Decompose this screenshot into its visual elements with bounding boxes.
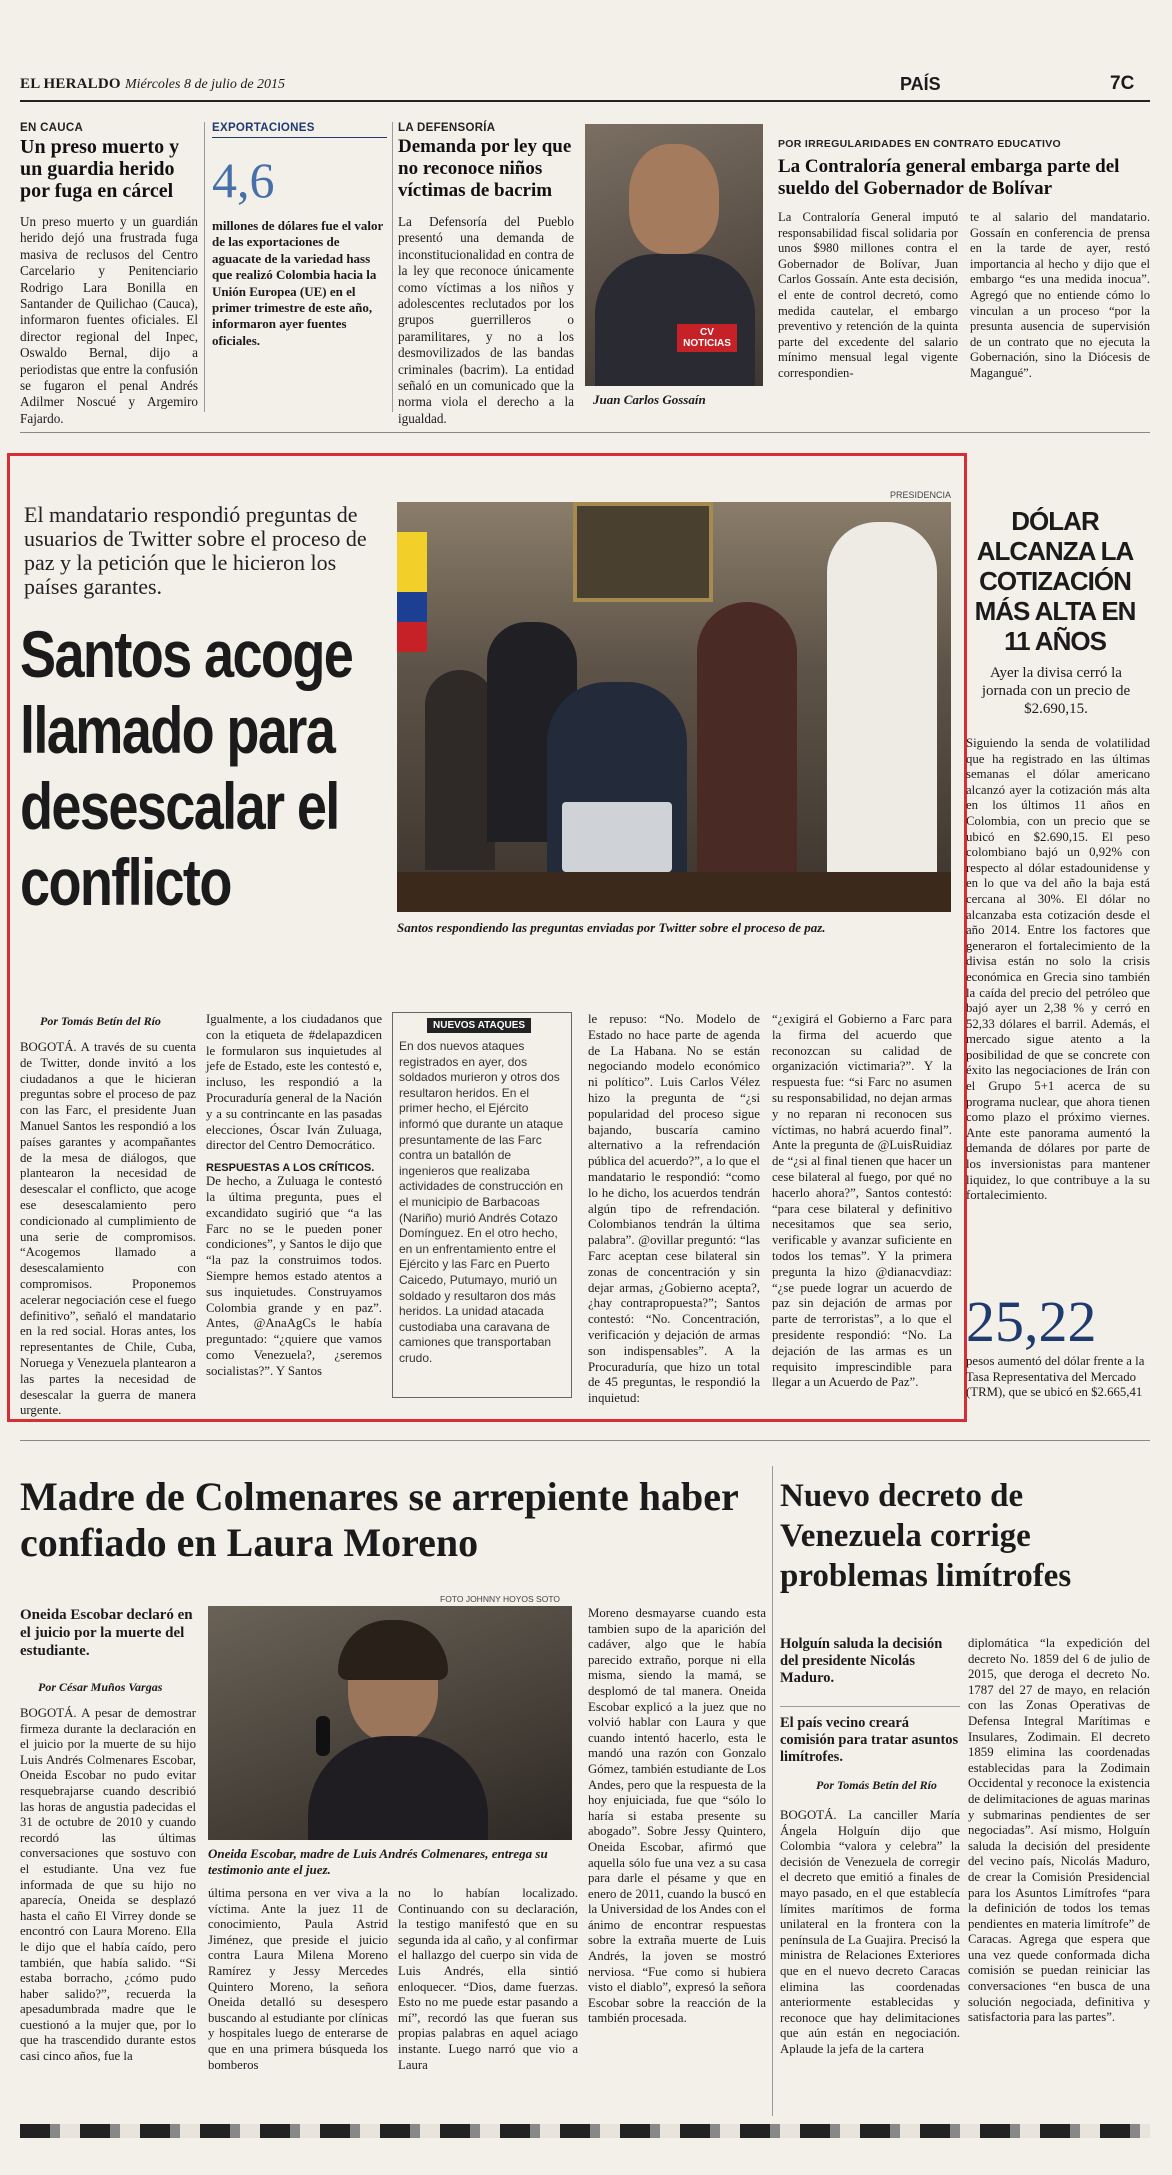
issue-date: Miércoles 8 de julio de 2015 xyxy=(125,77,286,92)
dolar-body xyxy=(966,736,1150,1206)
santos-col-1 xyxy=(20,1040,196,1421)
article-contraloria xyxy=(778,138,1150,384)
santos-headline: Santos acoge llamado para desescalar el conflicto xyxy=(20,617,353,919)
body-text: De hecho, a Zuluaga le contestó la última pregunta, pues el excandidato sugirió que “a las Farc no se le pueden poner condiciones”, y Santos le dijo que “la paz la construimos todos. Siempre hemos estado atentos a sus inquietudes. Construyamos Colombia grande y en paz”. Antes, @AnaAgCs le había preguntado: “¿quiere que vamos como Venezuela?, ¿seremos socialistas?”. Y Santos xyxy=(206,1174,382,1378)
masthead-rule xyxy=(20,100,1150,102)
box-body: En dos nuevos ataques registrados en ayer, dos soldados murieron y otros dos resultaron heridos. En el primer hecho, el Ejército informó que durante un ataque presuntamente de las Farc contra un batallón de ingenieros que realizaba actividades de construcción en el municipio de Barbacoas (Nariño) murió Andrés Cotazo Domínguez. En el otro hecho, en un enfrentamiento entre el Ejército y las Farc en Puerto Caicedo, Putumayo, murió un soldado y resultaron dos más heridos. La unidad atacada custodiaba una caravana de camiones que transportaban crudo. xyxy=(399,1039,564,1365)
headline: Un preso muerto y un guardia herido por fuga en cárcel xyxy=(20,136,180,202)
body-text: no lo habían localizado. Continuando con su declaración, la testigo manifestó que en su segunda ida al caño, y al confirmar el hallazgo del cuerpo sin vida de Luis Andrés, ella sintió enloquecer. “Dios, dame fuerzas. Esto no me puede estar pasando a mí”, recordó las que fueran sus propias palabras en aquel aciago instante. Luego narró que vio a Laura xyxy=(398,1886,578,2072)
big-number: 4,6 xyxy=(212,152,275,208)
venezuela-col-1 xyxy=(780,1808,960,2060)
body-text: “¿exigirá el Gobierno a Farc para la firma del acuerdo que reconozcan su calidad de organización victimaria?”. Y la respuesta fue: “si Farc no asumen su responsabilidad, no dejan armas y no reparan ni reconocen sus víctimas, no habrá acuerdo final”. Ante la pregunta de @LuisRuidiaz de “¿si al final tienen que hacer un cese bilateral al fuego, por qué no hacerlo ahora?”, Santos contestó: “para cese bilateral y definitivo necesitamos que sea serio, verificable y avanzar suficiente en todos los temas”. Y la primera pregunta la hizo @dianacvdiaz: “¿se puede lograr un acuerdo de paz sin dejación de armas por parte de terroristas”, a lo que el presidente respondió: “No. La dejación de las armas es un requisito imprescindible para llegar a un Acuerdo de Paz”. xyxy=(772,1012,952,1390)
brief-defensoria xyxy=(398,122,574,429)
photo-caption: Juan Carlos Gossaín xyxy=(593,392,706,407)
santos-deck: El mandatario respondió preguntas de usuarios de Twitter sobre el proceso de paz y la petición que le hicieron los países garantes. xyxy=(24,502,367,599)
person-far-right xyxy=(827,522,937,912)
headline: La Contraloría general embarga parte del sueldo del Gobernador de Bolívar xyxy=(778,156,1120,199)
colmenares-col-2 xyxy=(208,1886,388,2075)
person-hair xyxy=(338,1620,448,1680)
desk xyxy=(397,872,951,912)
body-text: le repuso: “No. Modelo de Estado no hace parte de agenda de La Habana. No se están negociando modelo económico ni político”. Luis Carlos Vélez hizo la pregunta de “¿si popularidad del proceso sigue bajando, buscaría camino alternativo a la refrendación pública del acuerdo?”, a lo que el mandatario le respondió: “como lo he dicho, los acuerdos tendrán algún tipo de refrendación. Colombianos tendrán la última palabra”. @ovillar preguntó: “las Farc aceptan cese bilateral sin zonas de concentración y sin dejar armas, ¿Gobierno acepta?, ¿hay contrapropuesta?”; Santos contestó: “No. Concentración, verificación y dejación de armas son indispensables”. A la Procuraduría, que hizo un total de 45 preguntas, le respondió la inquietud: xyxy=(588,1012,760,1406)
body-text: última persona en ver viva a la víctima. Ante la juez 11 de conocimiento, Paula Astrid Jiménez, que preside el juicio contra Laura Milena Moreno Ramírez y Jessy Mercedes Quintero Moreno, la señora Oneida detalló su desespero buscando al estudiante por clínicas y hospitales luego de enterarse de que en una primera búsqueda los bomberos xyxy=(208,1886,388,2072)
brief-cauca xyxy=(20,122,198,429)
kicker: LA DEFENSORÍA xyxy=(398,122,496,134)
kicker: POR IRREGULARIDADES EN CONTRATO EDUCATIVO xyxy=(778,138,1061,150)
flag xyxy=(397,532,427,652)
column-divider xyxy=(392,122,393,412)
person-left xyxy=(425,670,495,870)
body-text: Siguiendo la senda de volatilidad que ha registrado en las últimas semanas el dólar americano alcanzó ayer la cotización más alta en los últimos 11 años en Colombia, con un precio que se ubicó en $2.690,15. El peso colombiano bajó un 0,92% con respecto al dólar estadounidense y en lo que va del año la baja está cercana al 30%. El dólar no alcanzaba esta cotización desde el año 2014. Entre los factores que generaron el fortalecimiento de la divisa están no solo la crisis económica en Grecia sino también la caída del precio del petróleo que bajó ayer un 2,38 % y cerró en 52,33 dólares el barril. Además, el mercado sigue atento a la posibilidad de que se concrete con éxito las negociaciones de Irán con el Grupo 5+1 acerca de su programa nuclear, que ahora tienen como plazo el próximo viernes. Ante este panorama aumentó la demanda de dólares por parte de los inversionistas para mantener liquidez, lo que contribuye a la su fortalecimiento. xyxy=(966,736,1150,1203)
body-text: Moreno desmayarse cuando esta tambien supo de la aparición del cadáver, algo que le había parecido extraño, porque ni ella misma, siendo la mamá, se desplomó de tal manera. Oneida Escobar explicó a la juez que no volvió hablar con Laura y que cuando intentó hacerlo, esta le mandó una razón con Gonzalo Gómez, también estudiante de Los Andes, pero que la respuesta de la hoy enjuiciada, fue que “sólo lo haría si estaba presente su abogado”. Sobre Jessy Quintero, Oneida Escobar, afirmó que aquella sólo fue una vez a su casa para darle el pésame y que en enero de 2011, cuando la buscó en la Universidad de los Andes con el ánimo de encontrar respuestas sobre la extraña muerte de Luis Andrés, la joven se mostró nerviosa. “Fue como si hubiera visto el diablo”, expresó la señora Escobar sobre la reacción de la también procesada. xyxy=(588,1606,766,2026)
person-shoulders xyxy=(595,254,755,386)
venezuela-headline: Nuevo decreto de Venezuela corrige problemas limítrofes xyxy=(780,1478,1072,1594)
box-title: NUEVOS ATAQUES xyxy=(427,1018,531,1033)
venezuela-deck-1: Holguín saluda la decisión del presidente Nicolás Maduro. xyxy=(780,1636,943,1686)
body-text: BOGOTÁ. A través de su cuenta de Twitter, donde invitó a los ciudadanos a que le hicieran preguntas sobre el proceso de paz con las Farc, el presidente Juan Manuel Santos les respondió a los países garantes y acompañantes de la mesa de diálogos, que plantearon la necesidad de desescalar el conflicto, que acoge ese desescalamiento pero condicionado al cumplimiento de una serie de compromisos. “Acogemos llamado a desescalamiento con compromisos. Proponemos acelerar negociación cese el fuego definitivo”, señaló el mandatario en la red social. Horas antes, los representantes de Chile, Cuba, Noruega y Venezuela plantearon a las partes la necesidad de desescalar la guerra de manera urgente. xyxy=(20,1040,196,1418)
headline: Demanda por ley que no reconoce niños víctimas de bacrim xyxy=(398,136,572,201)
colmenares-caption: Oneida Escobar, madre de Luis Andrés Colmenares, entrega su testimonio ante el juez. xyxy=(208,1846,548,1877)
dolar-number-text: pesos aumentó del dólar frente a la Tasa Representativa del Mercado (TRM), que se ubicó en $2.665,41 xyxy=(966,1354,1145,1400)
dolar-deck: Ayer la divisa cerró la jornada con un precio de $2.690,15. xyxy=(981,665,1131,717)
colmenares-col-3 xyxy=(398,1886,578,2075)
masthead xyxy=(20,73,1150,98)
colmenares-deck: Oneida Escobar declaró en el juicio por la muerte del estudiante. xyxy=(20,1607,193,1659)
santos-caption: Santos respondiendo las preguntas enviadas por Twitter sobre el proceso de paz. xyxy=(397,920,826,935)
column-divider xyxy=(204,122,205,412)
person-silhouette xyxy=(629,144,719,254)
dolar-headline: DÓLAR ALCANZA LA COTIZACIÓN MÁS ALTA EN 11 AÑOS xyxy=(974,506,1136,656)
section-rule xyxy=(20,1440,1150,1441)
colmenares-col-1 xyxy=(20,1706,196,2067)
subhead: RESPUESTAS A LOS CRÍTICOS. xyxy=(206,1162,375,1175)
santos-byline: Por Tomás Betín del Río xyxy=(40,1014,161,1028)
person-right xyxy=(697,602,797,912)
paper-name: EL HERALDO xyxy=(20,76,121,92)
laptop-icon xyxy=(562,802,672,872)
gossain-photo xyxy=(585,124,763,386)
brief-exportaciones xyxy=(212,122,387,351)
photo-credit: PRESIDENCIA xyxy=(890,490,952,500)
santos-col-5 xyxy=(772,1012,952,1393)
section-rule xyxy=(20,432,1150,433)
wall-painting xyxy=(573,502,713,602)
colmenares-photo xyxy=(208,1606,572,1840)
color-registration-bar xyxy=(20,2124,1150,2138)
page-number: 7C xyxy=(1110,73,1135,94)
person-body xyxy=(308,1736,488,1840)
body-text: Igualmente, a los ciudadanos que con la etiqueta de #delapazdicen le formularon sus inquietudes al jefe de Estado, este les contestó e, incluso, les respondió a la Procuraduría general de la Nación y a su contrincante en las pasadas elecciones, Óscar Iván Zuluaga, director del Centro Democrático. xyxy=(206,1012,382,1153)
venezuela-col-2 xyxy=(968,1636,1150,2028)
body-text: millones de dólares fue el valor de las exportaciones de aguacate de la variedad hass que realizó Colombia hacia la Unión Europea (UE) en el primer trimestre de este año, informaron ayer fuentes oficiales. xyxy=(212,218,384,348)
body-col-2: te al salario del mandatario. Gossaín en conferencia de prensa en la tarde de ayer, restó importancia al hecho y dijo que el embargo “es una medida inocua”. Agregó que no entiende cómo lo vinculan a un proceso “por la presunta ausencia de supervisión de un contrato que no ejecuta la Gobernación, sino la Diócesis de Magangué”. xyxy=(970,210,1150,380)
body-text: BOGOTÁ. La canciller María Ángela Holguín dijo que Colombia “valora y celebra” la decisión de Venezuela de corregir el decreto que emitió a finales de mayo pasado, en el que establecía límites marítimos de forma unilateral en la frontera con la península de La Guajira. Precisó la ministra de Relaciones Exteriores que en el nuevo decreto Caracas elimina las coordenadas anteriormente establecidas y reconoce que hay delimitaciones que aún están en negociación. Aplaude la jefa de la cartera xyxy=(780,1808,960,2056)
colmenares-byline: Por César Muños Vargas xyxy=(38,1680,163,1694)
photo-credit: FOTO JOHNNY HOYOS SOTO xyxy=(440,1594,560,1604)
colmenares-headline: Madre de Colmenares se arrepiente haber confiado en Laura Moreno xyxy=(20,1474,739,1565)
venezuela-byline: Por Tomás Betín del Río xyxy=(816,1778,937,1792)
microphone-logo: CV NOTICIAS xyxy=(677,324,737,352)
body-text: BOGOTÁ. A pesar de demostrar firmeza durante la declaración en el juicio por la muerte de su hijo Luis Andrés Colmenares Escobar, Oneida Escobar no pudo evitar resquebrajarse cuando describió las horas de angustia padecidas el 31 de octubre de 2010 y cuando recordó las últimas conversaciones que sostuvo con el estudiante. Una vez fue informada de que su hijo no aparecía, Oneida se desplazó hasta el caño El Virrey donde se encontró con Laura Moreno. Ella le dijo que el había caído, pero también, que había salido. “Si estaba borracho, ¿cómo pudo haber salido?”, recuerda la apesadumbrada madre que le cuestionó a la mujer que, por lo que ha trascendido durante estos casi cinco años, fue la xyxy=(20,1706,196,2064)
body-text: La Defensoría del Pueblo presentó una demanda de inconstitucionalidad en contra de la ley que reconoce únicamente como víctimas a los niños y adolescentes reclutados por los grupos guerrilleros o paramilitares, y no a los desmovilizados de las bandas criminales (bacrim). La entidad señaló en un comunicado que la norma viola el derecho a la igualdad. xyxy=(398,214,574,426)
santos-col-2 xyxy=(206,1012,382,1382)
section-name: PAÍS xyxy=(900,74,941,94)
column-divider xyxy=(772,1466,773,2116)
dolar-number: 25,22 xyxy=(966,1289,1097,1354)
nuevos-ataques-box xyxy=(392,1012,572,1398)
body-text: diplomática “la expedición del decreto No. 1859 del 6 de julio de 2015, que deroga el decreto No. 1787 del 27 de mayo, en relación con las Zonas Operativas de Defensa Integral Marítimas e Insulares, Zodimain. El decreto 1859 elimina las coordenadas establecidas para la Zodimain Occidental y reconoce la existencia de delimitaciones de aguas marinas y submarinas pendientes de ser negociadas”. Así mismo, Holguín saluda la decisión del presidente del vecino país, Nicolás Maduro, de crear la Comisión Presidencial para los Asuntos Limítrofes “para la definición de todos los temas pendientes en materia limítrofe” de Caracas. Agrega que espera que una vez quede conformada dicha comisión se puedan reiniciar las conversaciones “en busca de una solución negociada, definitiva y satisfactoria para las partes”. xyxy=(968,1636,1150,2025)
body-text: Un preso muerto y un guardián herido dejó una frustrada fuga masiva de reclusos del Centro Carcelario y Penitenciario Rodrigo Lara Bonilla en Santander de Quilichao (Cauca), informaron fuentes oficiales. El director regional del Inpec, Oswaldo Bernal, dijo a periodistas que entre la confusión se fugaron el penal Andrés Adilmer Noscué y Argemiro Fajardo. xyxy=(20,214,198,426)
microphone-icon xyxy=(316,1716,330,1756)
colmenares-col-4 xyxy=(588,1606,766,2029)
venezuela-deck-2: El país vecino creará comisión para tratar asuntos limítrofes. xyxy=(780,1706,960,1766)
kicker: EN CAUCA xyxy=(20,122,84,134)
santos-photo xyxy=(397,502,951,912)
kicker: EXPORTACIONES xyxy=(212,122,387,138)
santos-col-4 xyxy=(588,1012,760,1409)
body-col-1: La Contraloría General imputó responsabilidad fiscal solidaria por unos $980 millones contra el Gobernador de Bolívar, Juan Carlos Gossaín. Ante esta decisión, el ente de control decretó, como medida cautelar, el embargo preventivo y retención de la quinta parte del excedente del salario mínimo mensual legal vigente correspondien- xyxy=(778,210,958,380)
